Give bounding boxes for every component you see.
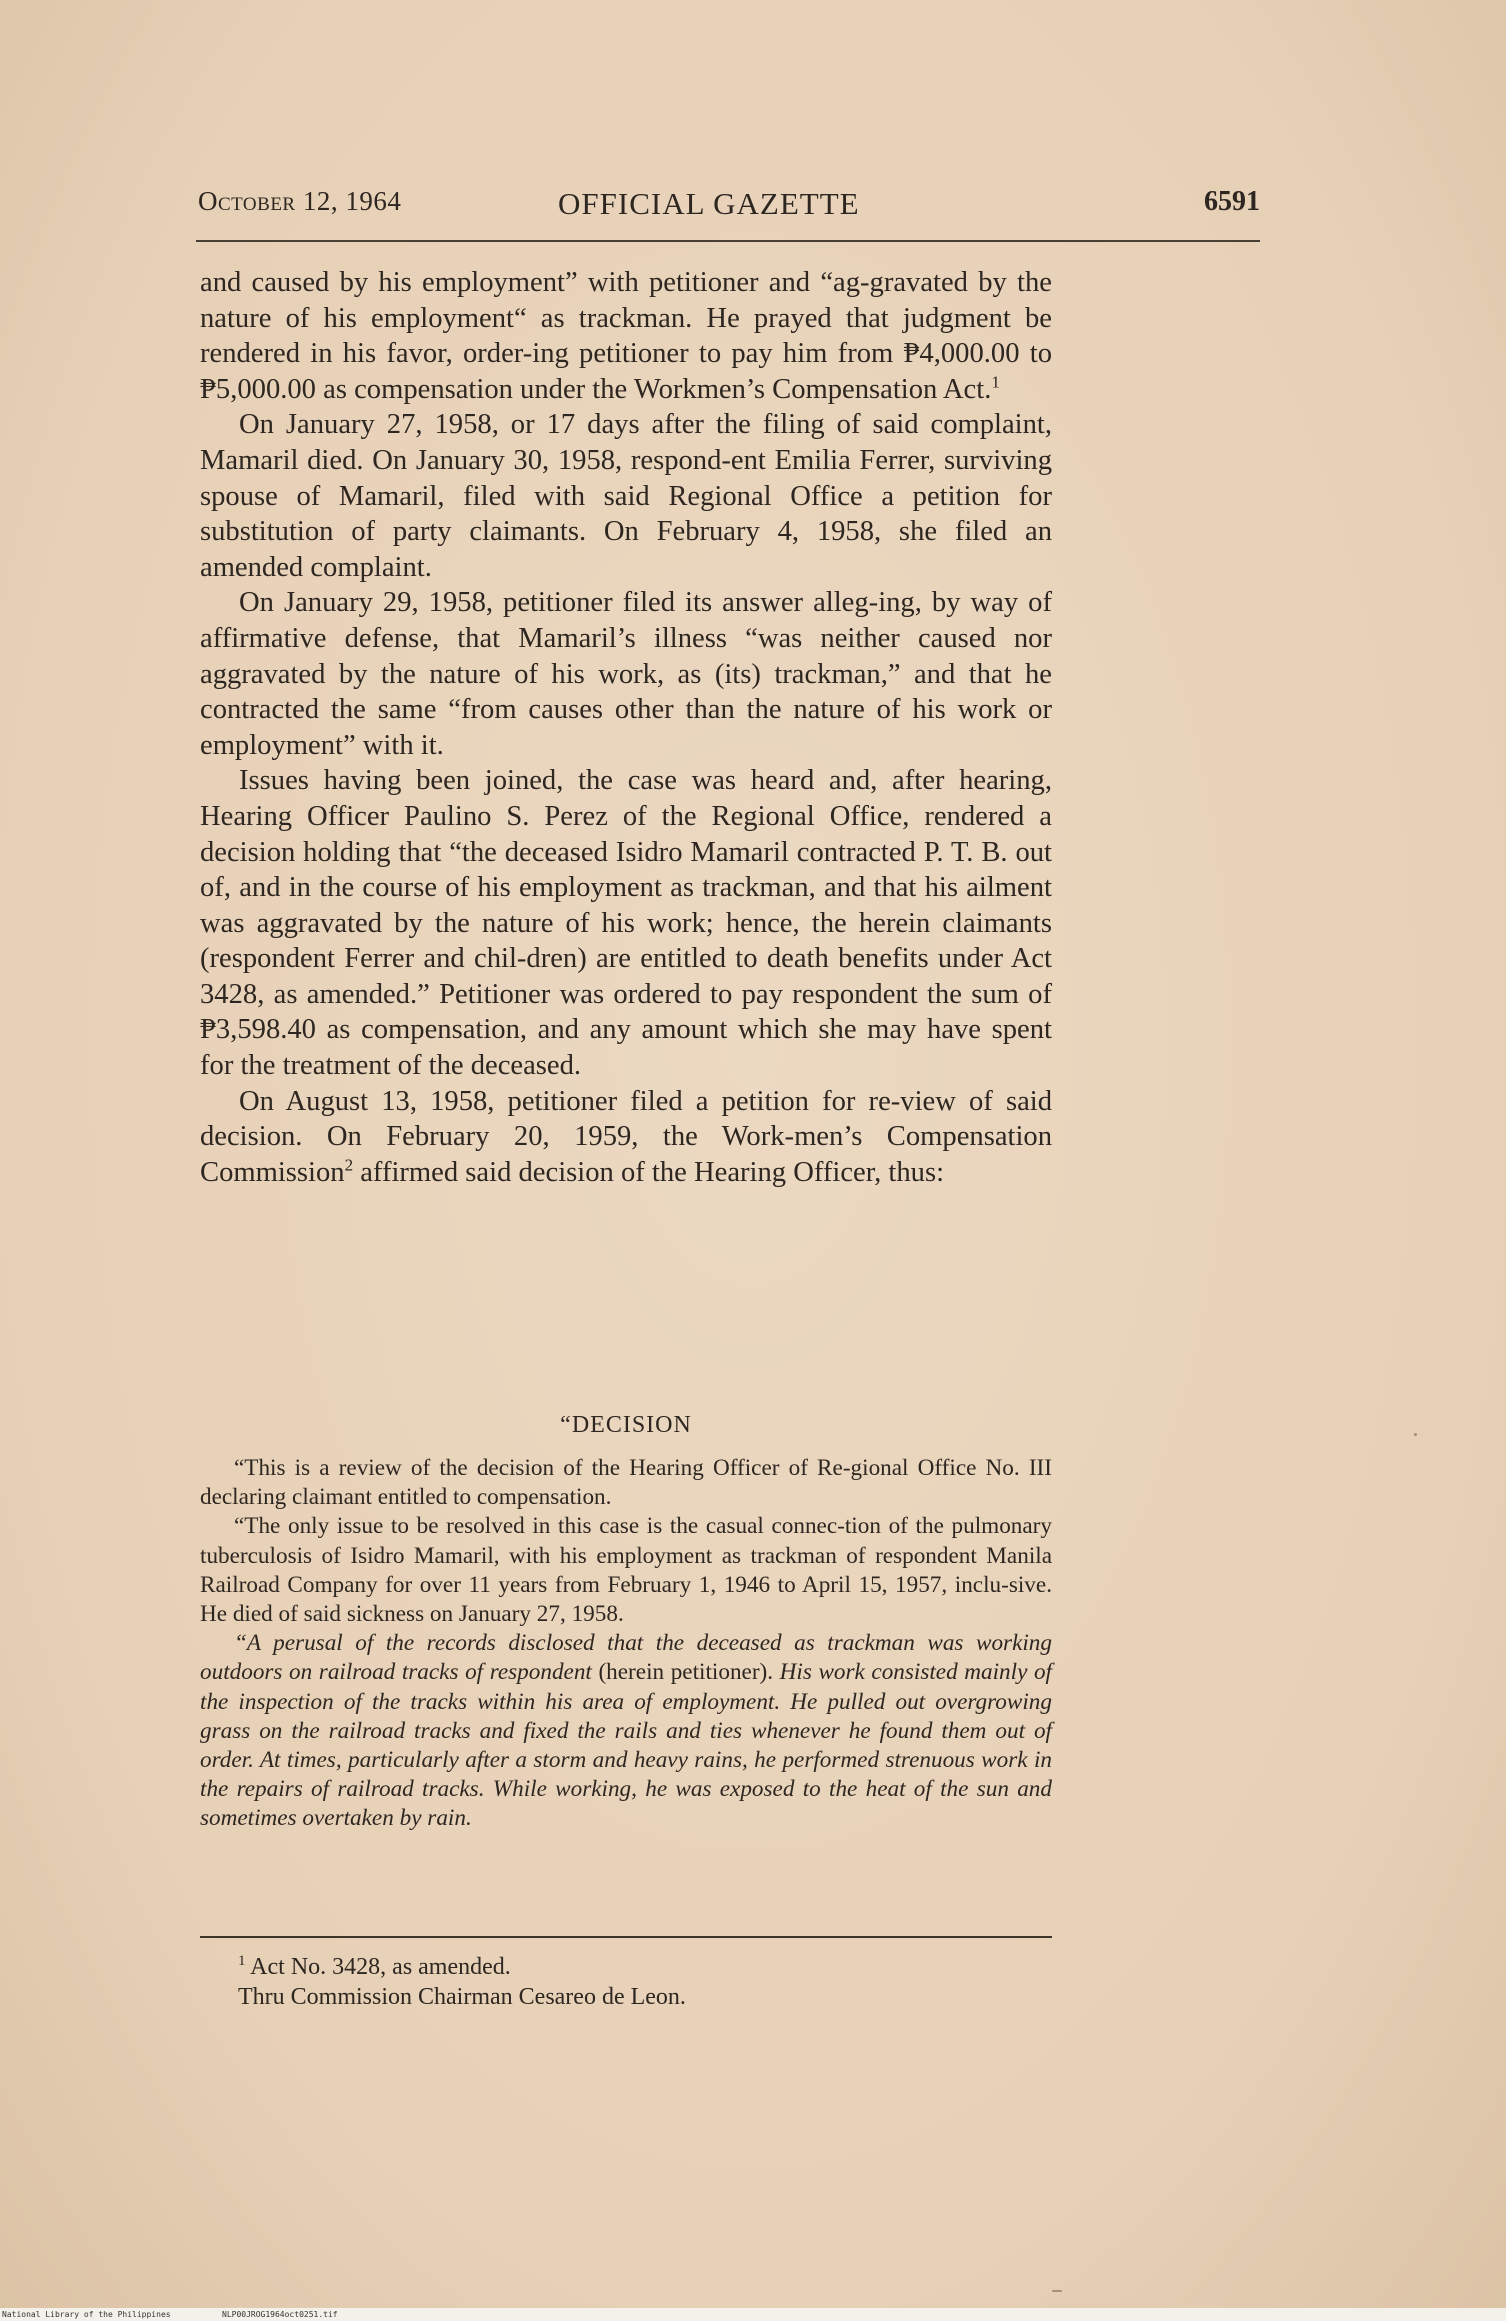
footnote: Thru Commission Chairman Cesareo de Leon. (238, 1984, 686, 2010)
quote-paragraph: “This is a review of the decision of the Hearing Officer of Re-gional Office No. III declaring claimant entitled to compensation. (200, 1455, 1052, 1511)
footnotes (238, 1946, 1038, 2012)
header-date: October 12, 1964 (198, 186, 402, 216)
scan-speck (1052, 2290, 1062, 2292)
body-text (200, 265, 1052, 1190)
paragraph: and caused by his employment” with petitioner and “ag-gravated by the nature of his employment“ as trackman. He prayed that judgment be rendered in his favor, order-ing petitioner to pay him from ₱4,000.00 to ₱5,000.00 as compensation under the Workmen’s Compensation Act.$^1$ (200, 267, 1052, 405)
header-rule (196, 240, 1260, 242)
quoted-decision (200, 1454, 1052, 1834)
footnote-ref: 2 (344, 1155, 354, 1175)
page-number: 6591 (1204, 186, 1260, 217)
header-title: OFFICIAL GAZETTE (558, 186, 860, 221)
footnote: $^1$ Act No. 3428, as amended. (238, 1953, 511, 1980)
scan-speck (1414, 1433, 1417, 1436)
scan-footer (0, 2308, 1506, 2321)
scan-filename: NLP00JROG1964oct0251.tif (222, 2310, 338, 2319)
decision-heading: “DECISION (560, 1412, 692, 1438)
footnote-ref: 1 (991, 372, 1000, 392)
paragraph: On August 13, 1958, petitioner filed a petition for re-view of said decision. On February 20, 1959, the Work-men’s Compensation Commission$^2$ affirmed said decision of the Hearing Officer, thus: (200, 1085, 1052, 1188)
quote-paragraph: “A perusal of the records disclosed that the deceased as trackman was working outdoors on railroad tracks of respondent (herein petitioner). His work consisted mainly of the inspection of the tracks within his area of employment. He pulled out overgrowing grass on the railroad tracks and fixed the rails and ties whenever he found them out of order. At times, particularly after a storm and heavy rains, he performed strenuous work in the repairs of railroad tracks. While working, he was exposed to the heat of the sun and sometimes overtaken by rain. (200, 1630, 1053, 1832)
paragraph: On January 29, 1958, petitioner filed its answer alleg-ing, by way of affirmative defense, that Mamaril’s illness “was neither caused nor aggravated by the nature of his work, as (its) trackman,” and that he contracted the same “from causes other than the nature of his work or employment” with it. (200, 587, 1052, 761)
paragraph: Issues having been joined, the case was heard and, after hearing, Hearing Officer Paulino S. Perez of the Regional Office, rendered a decision holding that “the deceased Isidro Mamaril contracted P. T. B. out of, and in the course of his employment as trackman, and that his ailment was aggravated by the nature of his work; hence, the herein claimants (respondent Ferrer and chil-dren) are entitled to death benefits under Act 3428, as amended.” Petitioner was ordered to pay respondent the sum of ₱3,598.40 as compensation, and any amount which she may have spent for the treatment of the deceased. (200, 765, 1052, 1082)
scan-source: National Library of the Philippines (2, 2310, 171, 2319)
paragraph: On January 27, 1958, or 17 days after the filing of said complaint, Mamaril died. On January 30, 1958, respond-ent Emilia Ferrer, surviving spouse of Mamaril, filed with said Regional Office a petition for substitution of party claimants. On February 4, 1958, she filed an amended complaint. (200, 409, 1052, 583)
quote-paragraph: “The only issue to be resolved in this case is the casual connec-tion of the pulmonary tuberculosis of Isidro Mamaril, with his employment as trackman of respondent Manila Railroad Company for over 11 years from February 1, 1946 to April 15, 1957, inclu-sive. He died of said sickness on January 27, 1958. (200, 1513, 1052, 1628)
page-header (198, 186, 1260, 236)
footnote-rule (200, 1936, 1052, 1938)
